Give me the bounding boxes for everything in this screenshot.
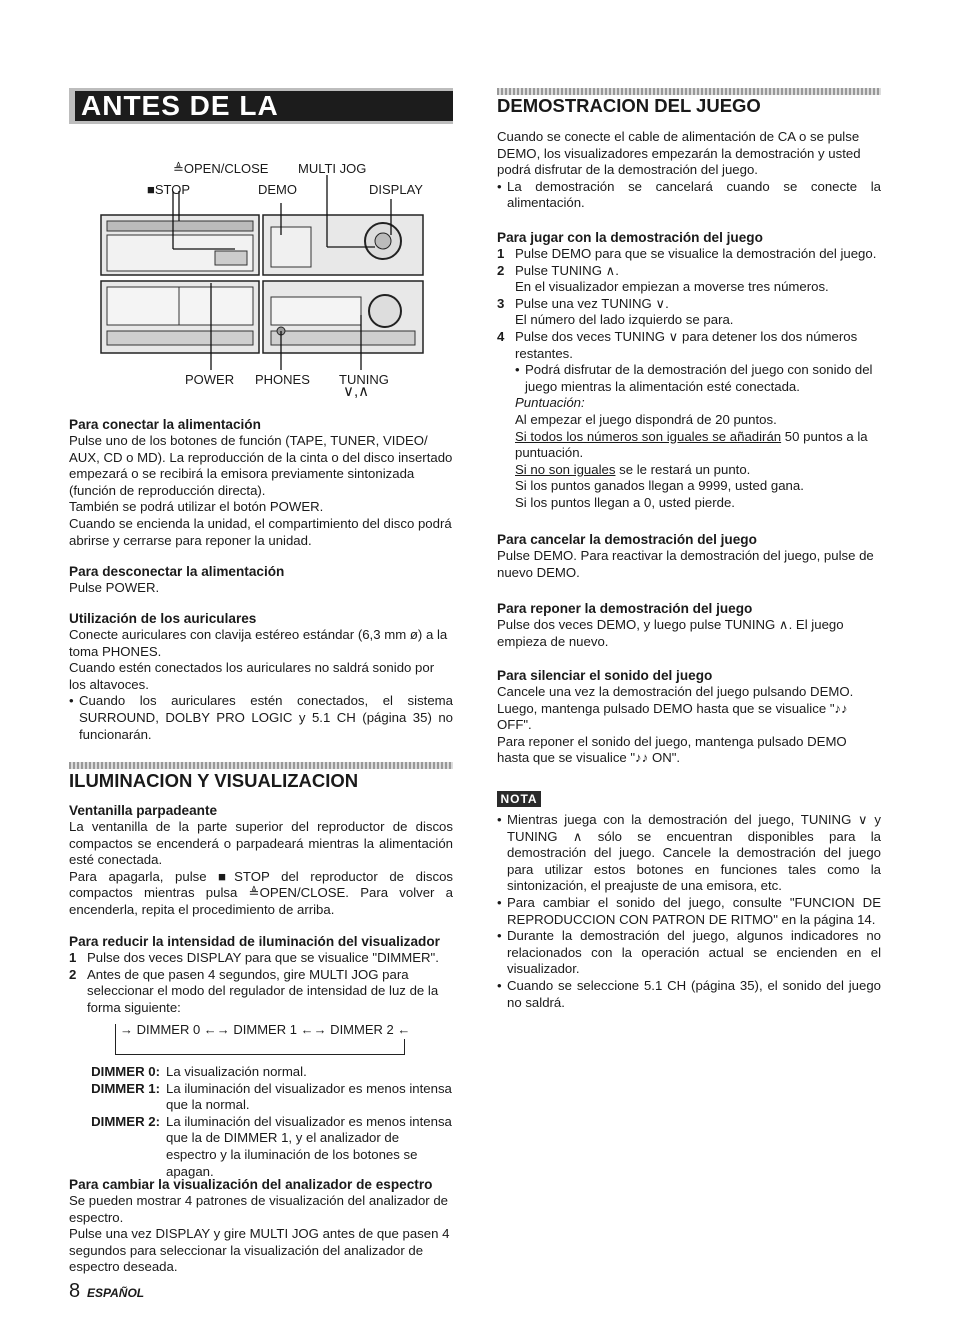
heading-illumination: ILUMINACION Y VISUALIZACION	[69, 770, 359, 791]
section-reset-demo	[497, 600, 881, 650]
section-blinking-window	[69, 802, 453, 919]
section-cancel-demo	[497, 531, 881, 581]
demo-intro-p: Cuando se conecte el cable de alimentación de CA o se pulse DEMO, los visualizadores empezarán la demostración y usted podrá disfrutar de la demostración del juego.	[497, 129, 861, 178]
list-item: DIMMER 1: La iluminación del visualizador es menos intensa que la normal.	[91, 1080, 452, 1113]
power-on-p3: Cuando se encienda la unidad, el compartimiento del disco podrá abrirse y cerrarse para reponer la unidad.	[69, 515, 452, 548]
power-on-p2: También se podrá utilizar el botón POWER.	[69, 499, 324, 515]
list-item: • Podrá disfrutar de la demostración del juego con sonido del juego mientras la alimentación esté conectada.	[515, 362, 873, 394]
label-open-close: ≜OPEN/CLOSE	[173, 161, 269, 176]
blinking-p2: Para apagarla, pulse ■STOP del reproductor de discos compactos mientras pulsa ≜OPEN/CLOSE. Para volver a encenderla, repita el procedimiento de arriba.	[69, 868, 453, 917]
power-off-p1: Pulse POWER.	[69, 580, 160, 595]
heading-play-demo: Para jugar con la demostración del juego	[497, 230, 763, 245]
label-tuning-arrows: ∨,∧	[343, 383, 370, 400]
scoring-p3: Si no son iguales se le restará un punto.	[515, 461, 751, 477]
blinking-p1: La ventanilla de la parte superior del reproductor de discos compactos se encenderá o parpadeará mientras la alimentación esté conectada.	[69, 819, 453, 868]
spectrum-p2: Pulse una vez DISPLAY y gire MULTI JOG antes de que pasen 4 segundos para seleccionar la visualización del analizador de espectro deseada.	[69, 1226, 450, 1275]
label-phones: PHONES	[255, 372, 310, 387]
device-diagram	[95, 155, 435, 400]
section-power-on	[69, 416, 453, 549]
heading-dimmer: Para reducir la intensidad de iluminación del visualizador	[69, 934, 440, 949]
heading-cancel-demo: Para cancelar la demostración del juego	[497, 532, 757, 547]
section-dimmer	[69, 933, 453, 1016]
list-item: En el visualizador empiezan a moverse tres números.	[515, 279, 829, 295]
power-on-p1: Pulse uno de los botones de función (TAPE, TUNER, VIDEO/ AUX, CD o MD). La reproducción de la cinta o del disco insertado empezará o se recibirá la emisora previamente sintonizada (función de reproducción directa).	[69, 433, 453, 498]
list-item: 1 Pulse DEMO para que se visualice la demostración del juego.	[497, 246, 877, 261]
section-play-demo	[497, 229, 881, 512]
notes-list	[497, 812, 881, 1011]
list-item: • Cuando los auriculares estén conectados, el sistema SURROUND, DOLBY PRO LOGIC y 5.1 CH (página 35) no funcionarán.	[69, 693, 453, 742]
mute-demo-p2: Para reponer el sonido del juego, mantenga pulsado DEMO hasta que se visualice "♪♪ ON".	[497, 733, 847, 766]
list-item: • Durante la demostración del juego, algunos indicadores no relacionados con la operación actual se encienden en el visualizador.	[497, 928, 881, 977]
list-item: DIMMER 0: La visualización normal.	[91, 1064, 307, 1079]
section-headphones	[69, 610, 453, 743]
heading-blinking-window: Ventanilla parpadeante	[69, 803, 218, 818]
banner-title: ANTES DE LA OPERACION	[75, 91, 453, 121]
heading-mute-demo: Para silenciar el sonido del juego	[497, 668, 713, 683]
section-divider	[497, 88, 881, 95]
label-power: POWER	[185, 372, 235, 387]
page-number: 8	[69, 1280, 81, 1302]
demo-intro	[497, 129, 881, 212]
headphones-p1: Conecte auriculares con clavija estéreo estándar (6,3 mm ø) a la toma PHONES.	[69, 627, 448, 659]
list-item: • La demostración se cancelará cuando se conecte la alimentación.	[497, 178, 881, 211]
spectrum-p1: Se pueden mostrar 4 patrones de visualización del analizador de espectro.	[69, 1193, 449, 1225]
section-banner	[69, 88, 453, 151]
list-item: 3 Pulse una vez TUNING ∨.	[497, 295, 669, 311]
list-item: • Para cambiar el sonido del juego, consulte "FUNCION DE REPRODUCCION CON PATRON DE RITMO" en la página 14.	[497, 894, 881, 927]
scoring-block	[497, 395, 881, 511]
scoring-p5: Si los puntos llegan a 0, usted pierde.	[515, 494, 735, 510]
nota-badge: NOTA	[497, 791, 541, 807]
heading-power-on: Para conectar la alimentación	[69, 417, 261, 432]
label-stop: ■STOP	[147, 182, 191, 197]
section-mute-demo	[497, 667, 881, 767]
scoring-p4: Si los puntos ganados llegan a 9999, usted gana.	[515, 478, 804, 494]
stereo-system-illustration	[95, 155, 435, 400]
section-divider	[69, 762, 453, 769]
section-illumination	[69, 770, 453, 792]
language-label: ESPAÑOL	[87, 1286, 145, 1300]
label-demo: DEMO	[258, 182, 297, 197]
dimmer-definitions	[80, 1064, 453, 1180]
reset-demo-p: Pulse dos veces DEMO, y luego pulse TUNING ∧. El juego empieza de nuevo.	[497, 617, 844, 649]
cancel-demo-p: Pulse DEMO. Para reactivar la demostración del juego, pulse de nuevo DEMO.	[497, 548, 874, 580]
list-item: 4 Pulse dos veces TUNING ∨ para detener los dos números restantes.	[497, 328, 858, 361]
list-item: DIMMER 2: La iluminación del visualizador es menos intensa que la de DIMMER 1, y el analizador de espectro y la iluminación de los botones se apagan.	[91, 1113, 452, 1179]
list-item: 2 Antes de que pasen 4 segundos, gire MULTI JOG para seleccionar el modo del regulador de intensidad de luz de la forma siguiente:	[69, 966, 439, 1015]
section-power-off	[69, 563, 453, 597]
list-item: El número del lado izquierdo se para.	[515, 312, 734, 328]
dimmer-cycle: → DIMMER 0 ←→ DIMMER 1 ←→ DIMMER 2 ←	[120, 1022, 411, 1037]
heading-demo-game: DEMOSTRACION DEL JUEGO	[497, 95, 761, 116]
section-spectrum	[69, 1176, 453, 1276]
list-item: • Mientras juega con la demostración del juego, TUNING ∨ y TUNING ∧ sólo se encuentran disponibles para la demostración del juego. Cancele la demostración del juego para utilizar estos botones en funciones tales como la sintonización, el preajuste de una emisora, etc.	[497, 812, 881, 894]
dimmer-cycle-box	[115, 1022, 411, 1055]
headphones-p2: Cuando estén conectados los auriculares no saldrá sonido por los altavoces.	[69, 660, 435, 692]
list-item: 1 Pulse dos veces DISPLAY para que se visualice "DIMMER".	[69, 950, 439, 965]
heading-spectrum: Para cambiar la visualización del analizador de espectro	[69, 1177, 433, 1192]
scoring-p1: Al empezar el juego dispondrá de 20 puntos.	[515, 411, 777, 427]
heading-reset-demo: Para reponer la demostración del juego	[497, 601, 753, 616]
label-tuning: TUNING	[339, 372, 389, 387]
section-demo-game	[497, 95, 881, 117]
scoring-label: Puntuación:	[515, 395, 585, 411]
list-item: • Cuando se seleccione 5.1 CH (página 35), el sonido del juego no saldrá.	[497, 977, 881, 1010]
label-display: DISPLAY	[369, 182, 423, 197]
list-item: 2 Pulse TUNING ∧.	[497, 262, 619, 278]
heading-power-off: Para desconectar la alimentación	[69, 564, 285, 579]
heading-headphones: Utilización de los auriculares	[69, 611, 257, 626]
scoring-p2: Si todos los números son iguales se añadirán 50 puntos a la puntuación.	[515, 428, 868, 461]
mute-demo-p1: Cancele una vez la demostración del juego pulsando DEMO. Luego, mantenga pulsado DEMO hasta que se visualice "♪♪ OFF".	[497, 684, 854, 733]
label-multi-jog: MULTI JOG	[298, 161, 367, 176]
